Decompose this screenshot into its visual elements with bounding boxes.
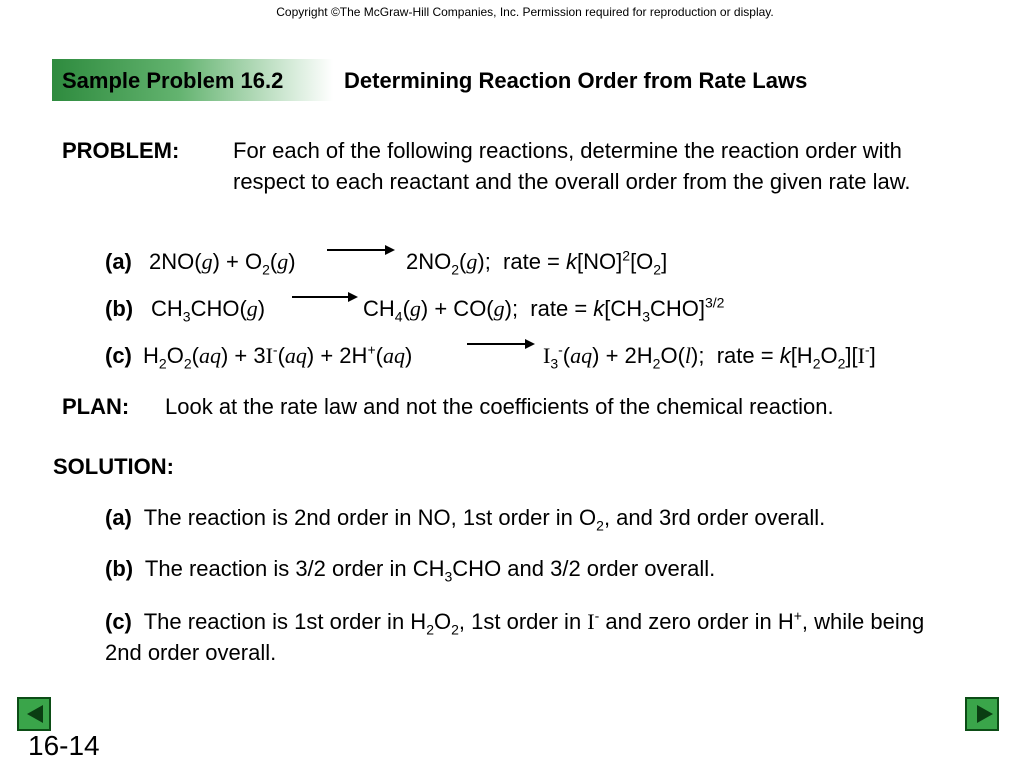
reaction-a-products: $2NO_2(g)$; rate = $k[NO]^2[O_2]$ — [406, 247, 668, 278]
solution-b-tag: (b) — [105, 556, 134, 581]
page-title: Determining Reaction Order from Rate Laws — [344, 68, 808, 93]
reaction-c-products: $I_3^-(aq) + 2H_2O(l)$; rate = $k[H_2O_2][I^-]$ — [543, 341, 876, 372]
plan-text: Look at the rate law and not the coefficients of the chemical reaction. — [165, 394, 834, 419]
reaction-b-products: $CH_4(g) + CO(g)$; rate = $k[CH_3CHO]^{3/2}$ — [363, 294, 725, 325]
reaction-a-tag: (a) — [105, 249, 132, 274]
solution-b: (b) The reaction is 3/2 order in $CH_3CHO$ and 3/2 order overall. — [105, 556, 716, 585]
copyright-notice: Copyright ©The McGraw-Hill Companies, Inc. Permission required for reproduction or display. — [276, 5, 774, 19]
previous-slide-button[interactable] — [17, 697, 51, 731]
reaction-c-reactants: $H_2O_2(aq) + 3I^-(aq) + 2H^+(aq)$ — [143, 341, 413, 372]
solution-a-tag: (a) — [105, 505, 132, 530]
problem-text: For each of the following reactions, determine the reaction order with respect to each reactant and the overall order from the given rate law. — [233, 138, 911, 194]
plan-label: PLAN: — [62, 394, 130, 419]
next-slide-button[interactable] — [965, 697, 999, 731]
sample-problem-label: Sample Problem 16.2 — [62, 68, 284, 93]
solution-c: (c) The reaction is 1st order in $H_2O_2$, 1st order in I- and zero order in H+, while being 2nd order overall. — [105, 607, 925, 665]
solution-label: SOLUTION: — [53, 454, 174, 479]
problem-label: PROBLEM: — [62, 138, 180, 163]
solution-a: (a) The reaction is 2nd order in NO, 1st order in $O_2$, and 3rd order overall. — [105, 505, 826, 534]
slide-number: 16-14 — [28, 730, 100, 761]
reaction-b-tag: (b) — [105, 296, 134, 321]
reaction-a-reactants: $2NO(g) + O_2(g)$ — [149, 249, 296, 278]
reaction-arrow — [292, 296, 356, 298]
reaction-b-reactants: $CH_3CHO(g)$ — [151, 296, 266, 325]
triangle-right-icon — [977, 705, 993, 723]
reaction-c-tag: (c) — [105, 343, 132, 368]
triangle-left-icon — [27, 705, 43, 723]
reaction-arrow — [327, 249, 393, 251]
solution-c-tag: (c) — [105, 609, 132, 634]
reaction-arrow — [467, 343, 533, 345]
